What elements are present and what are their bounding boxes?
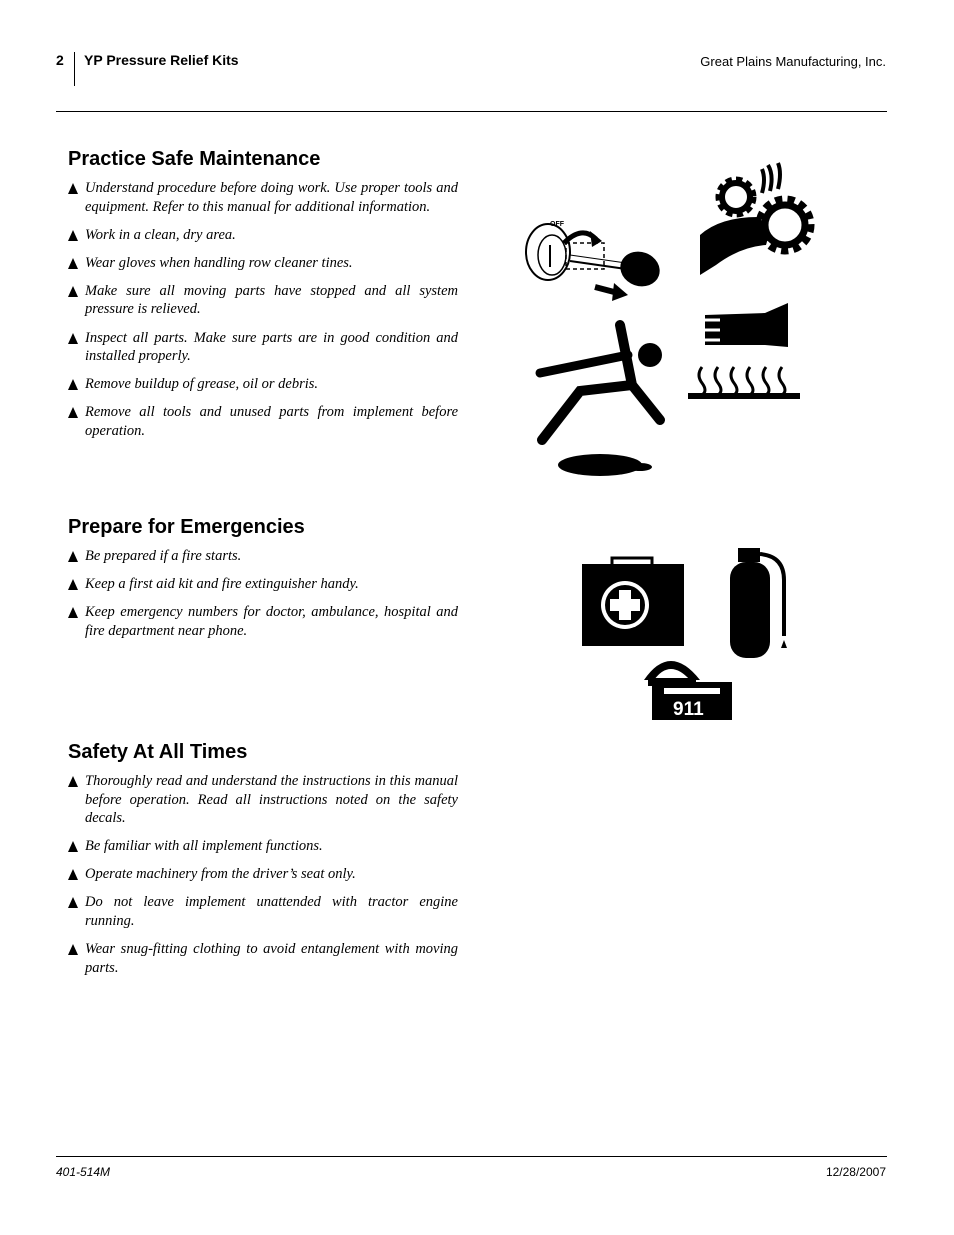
warning-triangle-icon: [68, 869, 78, 880]
warning-triangle-icon: [68, 379, 78, 390]
list-item: Wear snug-fitting clothing to avoid entanglement with moving parts.: [68, 940, 458, 977]
key-off-label: OFF: [550, 221, 564, 228]
list-item: Keep emergency numbers for doctor, ambulance, hospital and fire department near phone.: [68, 603, 458, 640]
list-item: Remove all tools and unused parts from implement before operation.: [68, 403, 458, 440]
section-safe-maintenance: [68, 148, 458, 450]
warning-triangle-icon: [68, 258, 78, 269]
maintenance-hazards-illustration: [520, 155, 820, 485]
first-aid-kit-icon: [582, 558, 684, 646]
emergency-number-label: 911: [673, 699, 704, 720]
list-item: Be familiar with all implement functions.: [68, 837, 458, 856]
company-name: Great Plains Manufacturing, Inc.: [700, 54, 886, 69]
list-item: Remove buildup of grease, oil or debris.: [68, 375, 458, 394]
warning-triangle-icon: [68, 333, 78, 344]
section-title: Safety At All Times: [68, 741, 248, 763]
list-item: Understand procedure before doing work. Use proper tools and equipment. Refer to this manual for additional information.: [68, 179, 458, 216]
bullet-list: [68, 772, 458, 977]
telephone-icon: [644, 661, 732, 720]
header-divider: [74, 52, 75, 86]
list-item: Keep a first aid kit and fire extinguisher handy.: [68, 575, 458, 594]
warning-triangle-icon: [68, 607, 78, 618]
warning-triangle-icon: [68, 183, 78, 194]
list-item: Operate machinery from the driver’s seat only.: [68, 865, 458, 884]
section-title: Practice Safe Maintenance: [68, 148, 321, 170]
warning-triangle-icon: [68, 897, 78, 908]
publication-date: 12/28/2007: [825, 1165, 886, 1179]
header-rule: [56, 111, 887, 112]
list-item: Inspect all parts. Make sure parts are in good condition and installed properly.: [68, 329, 458, 366]
list-item: Work in a clean, dry area.: [68, 226, 458, 245]
warning-triangle-icon: [68, 230, 78, 241]
gear-entanglement-icon: [700, 163, 810, 275]
list-item: Wear gloves when handling row cleaner tines.: [68, 254, 458, 273]
warning-triangle-icon: [68, 776, 78, 787]
page-number: 2: [56, 52, 64, 68]
section-emergencies: [68, 516, 458, 650]
footer-rule: [56, 1156, 887, 1157]
warning-triangle-icon: [68, 841, 78, 852]
slip-hazard-icon: [540, 325, 662, 476]
list-item: Thoroughly read and understand the instructions in this manual before operation. Read all instructions noted on the safety decals.: [68, 772, 458, 828]
bullet-list: [68, 179, 458, 441]
bullet-list: [68, 547, 458, 640]
fire-extinguisher-icon: [730, 548, 787, 658]
form-number: 401-514M: [56, 1165, 111, 1179]
warning-triangle-icon: [68, 407, 78, 418]
section-title: Prepare for Emergencies: [68, 516, 305, 538]
hot-surface-icon: [688, 303, 800, 399]
warning-triangle-icon: [68, 286, 78, 297]
warning-triangle-icon: [68, 944, 78, 955]
section-safety-all-times: [68, 741, 458, 987]
warning-triangle-icon: [68, 579, 78, 590]
key-off-icon: [526, 221, 665, 301]
list-item: Make sure all moving parts have stopped and all system pressure is relieved.: [68, 282, 458, 319]
warning-triangle-icon: [68, 551, 78, 562]
list-item: Do not leave implement unattended with tractor engine running.: [68, 893, 458, 930]
document-title: YP Pressure Relief Kits: [84, 52, 239, 68]
emergency-equipment-illustration: [578, 540, 793, 725]
list-item: Be prepared if a fire starts.: [68, 547, 458, 566]
